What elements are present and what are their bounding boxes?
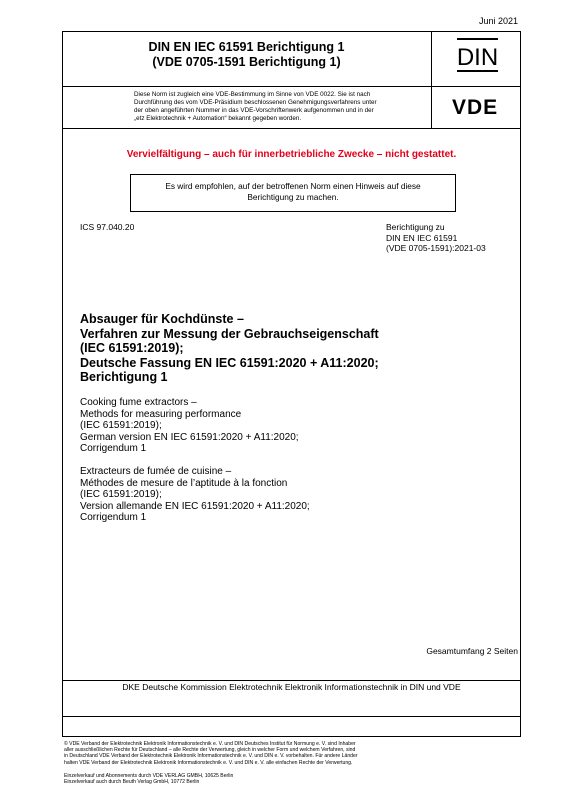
title-line: Methods for measuring performance: [80, 408, 242, 420]
title-line: DIN EN IEC 61591 Berichtigung 1: [148, 40, 345, 54]
vde-notice: [134, 91, 429, 123]
divider: [62, 680, 521, 681]
vde-logo: VDE: [452, 96, 499, 119]
title-line: (IEC 61591:2019);: [80, 420, 162, 431]
title-line: (IEC 61591:2019);: [80, 341, 184, 355]
svg-text:DIN: DIN: [456, 44, 499, 71]
title-line: Verfahren zur Messung der Gebrauchseigenschaft: [80, 326, 379, 341]
hint-line: Es wird empfohlen, auf der betroffenen Norm einen Hinweis auf diese: [165, 181, 421, 191]
notice-line: Diese Norm ist zugleich eine VDE-Bestimmung im Sinne von VDE 0022. Sie ist nach: [134, 91, 371, 98]
notice-line: „etz Elektrotechnik + Automation“ bekannt gegeben worden.: [134, 115, 302, 122]
title-line: Corrigendum 1: [80, 512, 147, 523]
divider: [62, 86, 521, 87]
copyright-notice: [64, 741, 524, 766]
title-line: Version allemande EN IEC 61591:2020 + A11:2020;: [80, 500, 310, 512]
title-french: [80, 466, 310, 524]
sales-info: [64, 773, 233, 785]
ref-line: DIN EN IEC 61591: [386, 232, 458, 243]
sales-line: Einzelverkauf und Abonnements durch VDE VERLAG GMBH, 10625 Berlin: [64, 773, 234, 779]
ref-line: Berichtigung zu: [386, 222, 445, 232]
reproduction-notice: Vervielfältigung – auch für innerbetriebliche Zwecke – nicht gestattet.: [126, 149, 457, 160]
copyright-line: aller ausschließlichen Rechte für Deutschland – alle Rechte der Verwertung, gleich in welcher Form und welchem Verfahren, sind: [64, 747, 356, 754]
notice-line: der oben angeführten Nummer in das VDE-Vorschriftenwerk aufgenommen und in der: [134, 107, 374, 114]
copyright-line: halten VDE Verband der Elektrotechnik Elektronik Informationstechnik e. V. und DIN e. V. alle einfachen Rechte der Verwertung.: [64, 759, 353, 766]
ref-line: (VDE 0705-1591):2021-03: [386, 243, 486, 253]
divider: [62, 716, 521, 717]
title-line: Méthodes de mesure de l’aptitude à la fonction: [80, 477, 288, 489]
divider: [62, 128, 521, 129]
hint-box: [130, 174, 456, 212]
total-pages: Gesamtumfang 2 Seiten: [426, 646, 518, 656]
standard-number-title: [62, 40, 431, 70]
notice-line: Durchführung des vom VDE-Präsidium beschlossenen Genehmigungsverfahrens unter: [134, 99, 377, 106]
title-line: Corrigendum 1: [80, 443, 147, 454]
title-line: Absauger für Kochdünste –: [80, 312, 244, 326]
sales-line: Einzelverkauf auch durch Beuth Verlag GmbH, 10772 Berlin: [64, 779, 200, 786]
title-line: (VDE 0705-1591 Berichtigung 1): [152, 55, 341, 69]
title-german: [80, 312, 379, 385]
title-line: German version EN IEC 61591:2020 + A11:2020;: [80, 431, 299, 443]
din-logo: [455, 37, 500, 73]
title-english: [80, 397, 299, 455]
copyright-line: © VDE Verband der Elektrotechnik Elektronik Informationstechnik e. V. und DIN Deutsches Institut für Normung e. V. sind Inhaber: [64, 741, 356, 747]
copyright-line: in Deutschland VDE Verband der Elektrotechnik Elektronik Informationstechnik e. V. und DIN e. V. vorbehalten. Für andere Länder: [64, 753, 358, 760]
issue-date: Juni 2021: [478, 16, 518, 26]
title-line: Berichtigung 1: [80, 370, 168, 384]
title-line: Extracteurs de fumée de cuisine –: [80, 466, 232, 477]
divider: [431, 31, 432, 128]
title-line: (IEC 61591:2019);: [80, 489, 162, 500]
dke-footer: DKE Deutsche Kommission Elektrotechnik Elektronik Informationstechnik in DIN und VDE: [122, 682, 461, 692]
title-line: Cooking fume extractors –: [80, 397, 197, 408]
correction-reference: [386, 222, 486, 254]
title-line: Deutsche Fassung EN IEC 61591:2020 + A11:2020;: [80, 355, 379, 370]
ics-code: ICS 97.040.20: [80, 222, 135, 232]
hint-line: Berichtigung zu machen.: [247, 192, 339, 202]
